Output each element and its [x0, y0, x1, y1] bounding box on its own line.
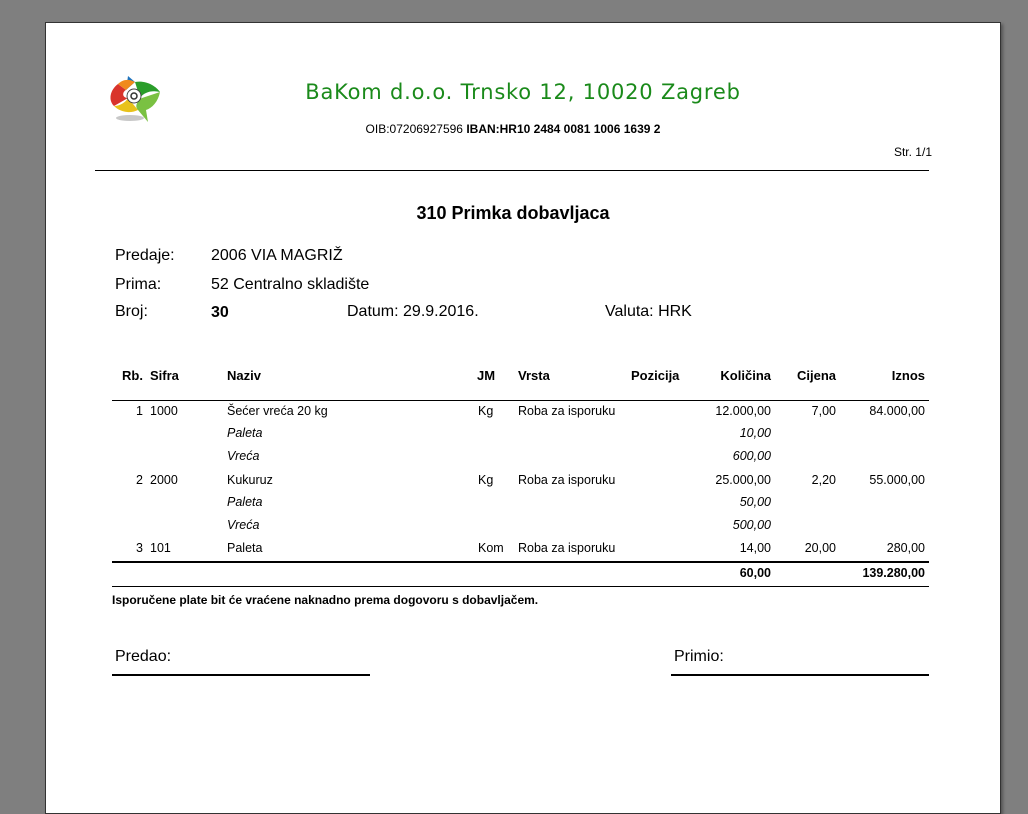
cell-kolicina: 25.000,00 [715, 473, 771, 487]
col-header-naziv: Naziv [227, 368, 261, 383]
cell-iznos: 280,00 [886, 541, 925, 555]
datum-text: Datum: 29.9.2016. [347, 303, 479, 320]
cell-vrsta: Roba za isporuku [518, 404, 616, 418]
cell-cijena: 2,20 [811, 473, 836, 487]
broj-value: 30 [211, 304, 229, 321]
cell-cijena: 7,00 [811, 404, 836, 418]
predao-signature-line [112, 674, 370, 676]
cell-naziv: Šećer vreća 20 kg [227, 404, 328, 418]
cell-naziv: Vreća [227, 518, 260, 532]
broj-label: Broj: [115, 303, 148, 320]
cell-naziv: Kukuruz [227, 473, 273, 487]
cell-vrsta: Roba za isporuku [518, 473, 616, 487]
cell-jm: Kg [478, 404, 494, 418]
col-header-vrsta: Vrsta [518, 368, 550, 383]
predao-label: Predao: [115, 648, 172, 665]
iban-text: IBAN:HR10 2484 0081 1006 1639 2 [466, 122, 661, 136]
col-header-cijena: Cijena [796, 368, 836, 383]
col-header-iznos: Iznos [891, 368, 925, 383]
primio-label: Primio: [674, 648, 724, 665]
cell-naziv: Paleta [227, 495, 263, 509]
predaje-label: Predaje: [115, 247, 175, 264]
cell-naziv: Paleta [227, 541, 263, 555]
cell-sifra: 101 [150, 541, 171, 555]
cell-naziv: Paleta [227, 426, 263, 440]
cell-iznos: 84.000,00 [869, 404, 925, 418]
cell-vrsta: Roba za isporuku [518, 541, 616, 555]
valuta-text: Valuta: HRK [605, 303, 692, 320]
company-ids [46, 122, 980, 136]
totals-top-divider [112, 561, 929, 563]
cell-jm: Kom [478, 541, 504, 555]
total-iznos: 139.280,00 [862, 566, 925, 580]
col-header-jm: JM [477, 368, 496, 383]
primio-signature-line [671, 674, 929, 676]
cell-kolicina: 600,00 [732, 449, 771, 463]
cell-kolicina: 500,00 [732, 518, 771, 532]
cell-naziv: Vreća [227, 449, 260, 463]
col-header-sifra: Sifra [150, 368, 179, 383]
cell-sifra: 1000 [150, 404, 178, 418]
delivery-note: Isporučene plate bit će vraćene naknadno prema dogovoru s dobavljačem. [112, 593, 539, 607]
col-header-pozicija: Pozicija [631, 368, 680, 383]
totals-bottom-divider [112, 586, 929, 587]
cell-cijena: 20,00 [804, 541, 836, 555]
table-header-divider [112, 400, 929, 401]
cell-kolicina: 12.000,00 [715, 404, 771, 418]
cell-kolicina: 10,00 [739, 426, 771, 440]
predaje-value: 2006 VIA MAGRIŽ [211, 247, 343, 264]
cell-kolicina: 14,00 [739, 541, 771, 555]
cell-sifra: 2000 [150, 473, 178, 487]
report-page [45, 22, 1001, 814]
prima-label: Prima: [115, 276, 162, 293]
page-number: Str. 1/1 [893, 145, 932, 159]
cell-rb: 2 [136, 473, 143, 487]
company-header: BaKom d.o.o. Trnsko 12, 10020 Zagreb [305, 80, 741, 104]
cell-jm: Kg [478, 473, 494, 487]
col-header-rb: Rb. [122, 368, 143, 383]
header-divider [95, 170, 929, 171]
cell-iznos: 55.000,00 [869, 473, 925, 487]
prima-value: 52 Centralno skladište [211, 276, 370, 293]
col-header-kolicina: Količina [720, 368, 771, 383]
cell-rb: 3 [136, 541, 143, 555]
cell-rb: 1 [136, 404, 143, 418]
cell-kolicina: 50,00 [739, 495, 771, 509]
oib-text: OIB:07206927596 [365, 122, 463, 136]
document-title: 310 Primka dobavljaca [416, 203, 610, 223]
total-kolicina: 60,00 [739, 566, 771, 580]
